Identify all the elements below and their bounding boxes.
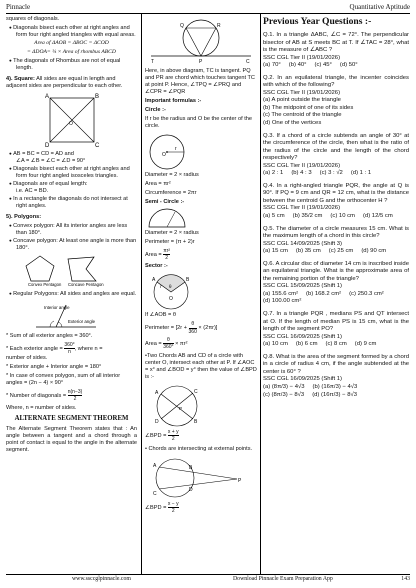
question-block [263,226,409,256]
option-item: (d) 50° [339,62,358,69]
pentagon-figures [6,253,126,291]
column-divider-1 [141,13,142,574]
square-label-c: C [94,142,99,148]
option-item: (d) One of the vertices [263,120,322,126]
sector-formula-3: Area = $\frac{\theta}{360^\circ}$ × πr² [145,336,188,350]
sector-label-a: A [152,277,156,284]
option-item: (c) 25 cm [328,248,354,255]
semicircle-formula-1: Diameter = 2 × radius [145,229,199,236]
option-item: (d) 9 cm [354,341,377,348]
option-item: (c) The centroid of the triangle [263,112,342,119]
option-item: (b) 6 cm [295,341,318,348]
polygon-bullet-1: ● Convex polygon: All its interior angles are less than 180°. [6,223,137,237]
tangent-label-r: R [217,23,221,29]
chords-text: •Two Chords AB and CD of a circle with center O, intersect each other at P. If ∠AOC = x° and ∠BOD = y° then the value of ∠BPD is :- [145,353,257,381]
square-label-a: A [44,93,49,100]
chords-formula-1: ∠BPD = $\frac{x + y}{2}$ [145,429,179,443]
chords-external-figure [145,455,245,501]
option-item: (d) 1 : 1 [350,170,372,177]
chords-formula-2: ∠BPD = $\frac{x - y}{2}$ [145,500,179,514]
question-source: SSC CGL Tier II (19/01/2026) [263,54,341,61]
header-brand: Pinnacle [6,3,31,11]
tangent-label-c: C [246,59,250,65]
square-label-d: D [44,142,49,148]
formulas-heading: Important formulas :- [145,97,202,104]
polygon-heading: 5). Polygons: [6,213,42,220]
circle-label-r: r [175,145,177,152]
polygon-bullet-2: ● Concave polygon: At least one angle is more than 180°. [6,238,137,252]
interior-angle-label: Interior angle [44,304,70,310]
option-item: (c) 10 cm [330,213,355,220]
polygon-bullet-3: ● Regular Polygons: All sides and angles are equal. [6,291,137,298]
option-item: (b) 40° [288,62,307,69]
rhombus-formula-2: = ΔDOA= ¼ × Area of rhombus ABCD [27,48,116,55]
question-options [263,62,409,70]
question-block [263,311,409,349]
option-item: (d) 100.00 cm² [263,298,302,305]
chord-label-c: C [194,389,198,396]
column-3 [263,16,409,574]
question-source: SSC CGL 15/09/2025 (Shift 1) [263,283,343,290]
ast-text: The Alternate Segment Theorem states that : An angle between a tangent and a chord through a point of contact is equal to the angle in the alternate segment. [6,426,137,453]
ext-label-a: A [153,462,157,469]
circle-label-o: O [162,151,166,158]
option-item: (a) A point outside the triangle [263,97,341,104]
circle-heading: Circle :- [145,106,166,113]
question-options [263,97,409,127]
footer-website: www.ssccglpinnacle.com [72,576,131,582]
question-text: Q.7. In a triangle PQR , medians PS and QT intersect at O. If the length of median PS is 15 cm, what is the length of the segment PO? [263,311,409,333]
question-text: Q.6. A circular disc of diameter 14 cm is inscribed inside an equilateral triangle. What is the approximate area of the remaining portion of the triangle? [263,260,409,282]
page-number: 143 [401,576,410,582]
polygon-fact-3: * Exterior angle + Interior angle = 180° [6,364,102,371]
question-list [263,32,409,399]
question-options [263,291,409,306]
polygon-fact-1: * Sum of all exterior angles = 360°. [6,332,93,339]
concave-label: Concave Pentagon [68,281,104,287]
option-item: (b) 168.2 cm² [306,290,342,297]
ext-label-b: B [189,464,193,471]
chords-internal-figure [145,383,215,429]
sector-heading: Sector :- [145,263,168,270]
semicircle-figure [145,208,205,230]
option-item: (a) 155.6 cm² [263,290,299,297]
option-item: (d) 90 cm [361,248,387,255]
chord-label-b: B [194,419,198,426]
external-chords-text: • Chords are intersecting at external points. [145,445,253,452]
option-item: (c) 3 : √2 [319,170,343,177]
question-text: Q.1. In a triangle ΔABC, ∠C = 72°. The perpendicular bisector of AB at S meets BC at T. If ∠TAC = 28°, what is the measure of ∠ABC ? [263,31,409,54]
circle-formula-2: Area = πr² [145,180,171,187]
square-bullet-4: ● In a rectangle the diagonals do not intersect at right angles. [6,196,137,210]
convex-label: Convex Pentagon [28,281,62,287]
polygon-fact-2: * Each exterior angle = $\frac{360^\circ}{n}$ , where n = number of sides. [6,341,103,362]
circle-text: If r be the radius and O be the center of the circle. [145,115,252,129]
footer-rule [6,574,410,575]
question-options [263,213,409,221]
option-item: (d) 12/5 cm [362,213,393,220]
header-subject: Quantitative Aptitude [349,3,410,11]
rhombus-bullet-1: ● Diagonals bisect each other at right angles and form four right angled triangles with equal areas. [6,25,137,39]
page-header [6,3,410,13]
column-1 [6,16,137,574]
angle-figure [6,299,126,333]
column-divider-2 [260,13,261,574]
question-text: Q.2. In an equilateral triangle, the incenter coincides with which of the following? [263,74,409,89]
sector-figure [145,272,205,312]
polygon-fact-6: Where, n = number of sides. [6,404,77,411]
question-source: SSC CGL Tier II (19/01/2026) [263,162,341,169]
sector-formula-2: Perimeter = [2r + $\frac{\theta}{360}$ × (2πr)] [145,321,218,335]
question-options [263,170,409,178]
question-source: SSC CGL 16/09/2025 (Shift 1) [263,376,343,383]
option-item: (c) 8 cm [325,341,347,348]
option-item: (a) 2 : 1 [263,170,284,177]
rhombus-formula-1: Area of ΔAOB = ΔBOC = ΔCOD [34,39,109,46]
option-item: (b) The midpoint of one of its sides [263,104,354,111]
option-item: (c) (8π/3) − 8√3 [263,391,305,398]
option-item: (a) 15 cm [263,248,288,255]
ext-label-c: C [153,490,157,497]
sector-label-b: B [186,277,190,284]
footer-app: Download Pinnacle Exam Preparation App [233,576,333,582]
option-item: (a) 70° [263,62,281,69]
option-item: (a) 5 cm [263,213,285,220]
option-item: (a) 10 cm [263,341,288,348]
option-item: (c) 45° [314,62,332,69]
rhombus-bullet-2: ● The diagonals of Rhombus are not of equal length. [6,58,137,72]
ext-label-d: D [189,486,193,493]
column-2 [145,16,257,574]
option-item: (b) (16π/3) − 4√3 [312,383,358,390]
tangent-label-t: T [151,59,155,65]
semicircle-formula-2: Perimeter = (π + 2)r [145,238,195,245]
option-item: (b) 35 cm [295,248,321,255]
question-source: SSC CGL Tier II (19/01/2026) [263,205,341,212]
header-rule [6,13,410,14]
circle-formula-1: Diameter = 2 × radius [145,171,199,178]
polygon-fact-5: * Number of diagonals = $\frac{n(n-3)}{2}$ [6,389,83,403]
section-title: Previous Year Questions :- [263,16,372,27]
square-bullet-3: ● Diagonals are of equal length: i.e. AC = BD. [6,181,137,195]
option-item: (d) (16π/3) − 8√3 [312,391,357,398]
question-source: SSC CGL 16/09/2025 (Shift 1) [263,333,343,340]
chord-label-a: A [155,390,159,397]
square-label-o: O [68,120,73,127]
text-continuation: squares of diagonals. [6,16,60,22]
question-block [263,183,409,221]
square-figure [42,92,102,148]
chord-label-d: D [155,419,159,426]
option-item: (c) 250.3 cm² [349,290,384,297]
question-source: SSC CGL Tier II (19/01/2026) [263,89,341,96]
tangent-text: Here, in above diagram, TC is tangent. PQ and PR are chord which touches tangent TC at point P. Hence, ∠TPQ = ∠PRQ and ∠CPR = ∠PQR [145,68,255,95]
circle-figure [145,132,205,172]
circle-formula-3: Circumference = 2πr [145,189,197,196]
square-bullet-2: ● Diagonals bisect each other at right angles and form four right angled isosceles triangles. [6,166,137,180]
question-block [263,133,409,178]
tangent-figure [145,16,257,68]
question-block [263,75,409,128]
square-label-b: B [94,93,99,100]
tangent-label-p: P [199,59,203,65]
tangent-label-q: Q [180,23,184,29]
page-footer [6,576,410,585]
question-source: SSC CGL 14/09/2025 (Shift 3) [263,240,343,247]
semicircle-formula-3: Area = $\frac{\text{πr²}}{2}$ [145,247,170,262]
ext-label-p: P [238,477,242,484]
polygon-fact-4: * In case of convex polygon, sum of all interior angles = (2n − 4) × 90° [6,373,121,387]
question-block [263,354,409,399]
sector-label-o: O [169,296,173,303]
question-text: Q.8. What is the area of the segment formed by a chord in a circle of radius 4 cm, if the angle subtended at the center is 60° ? [263,353,409,375]
chord-label-p: P [179,406,183,412]
sector-label-r: r [160,284,162,290]
question-options [263,384,409,399]
question-options [263,248,409,256]
ast-title: ALTERNATE SEGMENT THEOREM [14,414,129,422]
square-heading: 4). Square: All sides are equal in length and adjacent sides are perpendicular to each other. [6,75,123,89]
exterior-angle-label: Exterior angle [68,318,96,324]
square-bullet-1: ● AB = BC = CD = AD and ∠A = ∠B = ∠C = ∠D = 90° [6,151,137,165]
question-block [263,32,409,70]
option-item: (b) 35/2 cm [292,213,323,220]
question-text: Q.4. In a right-angled triangle PQR, the angle at Q is 90°. If PQ = 9 cm and QR = 12 cm, what is the distance between the centroid G and the orthocenter H ? [263,182,409,204]
question-text: Q.3. If a chord of a circle subtends an angle of 30° at the circumference of the circle, then what is the ratio of the radius of the circle and the length of the chord respectively? [263,132,409,162]
option-item: (a) (8π/3) − 4√3 [263,383,305,390]
semicircle-heading: Semi - Circle :- [145,198,185,205]
option-item: (b) 4 : 3 [291,170,312,177]
question-options [263,341,409,349]
sector-label-theta: θ [169,284,172,290]
sector-formula-1: If ∠AOB = θ [145,312,176,319]
question-text: Q.5. The diameter of a circle measures 15 cm. What is the maximum length of a chord in this circle? [263,225,409,240]
question-block [263,261,409,306]
